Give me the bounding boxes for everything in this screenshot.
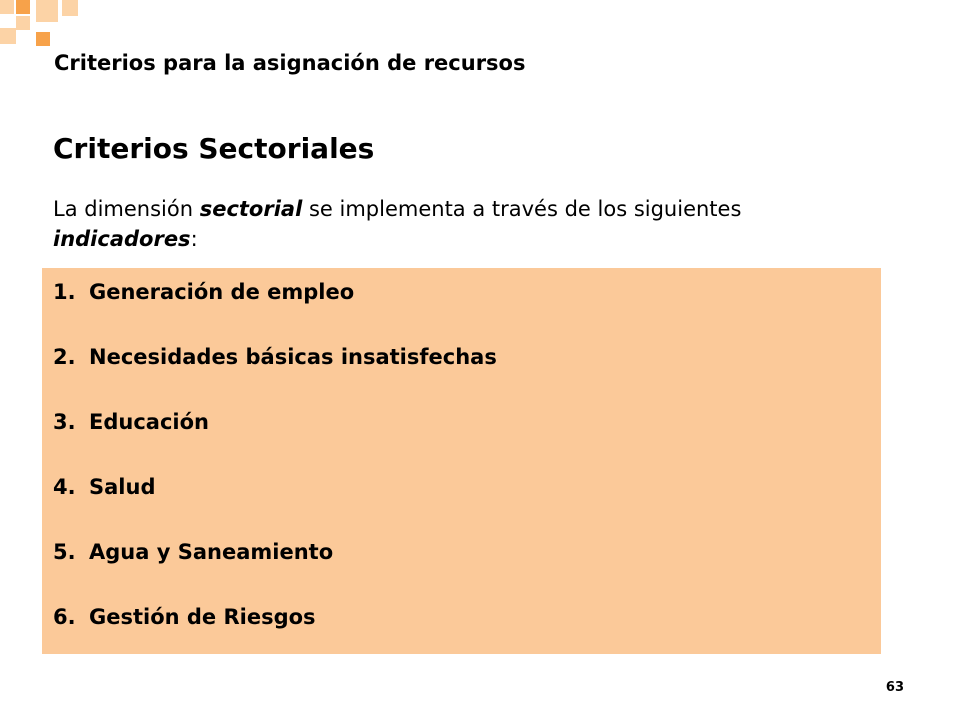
indicator-number: 4. <box>53 475 76 499</box>
indicator-number: 6. <box>53 605 76 629</box>
indicator-label: Gestión de Riesgos <box>89 605 316 629</box>
indicator-label: Salud <box>89 475 156 499</box>
decorative-square <box>16 0 30 14</box>
decorative-square <box>36 32 50 46</box>
indicator-number: 3. <box>53 410 76 434</box>
indicators-list <box>53 277 497 667</box>
indicator-label: Educación <box>89 410 209 434</box>
indicator-number: 2. <box>53 345 76 369</box>
decorative-square <box>0 28 16 44</box>
page-number: 63 <box>885 680 904 695</box>
intro-emphasis: indicadores <box>53 227 191 251</box>
section-title: Criterios Sectoriales <box>53 132 375 165</box>
decorative-square <box>36 0 58 22</box>
indicator-label: Necesidades básicas insatisfechas <box>89 345 497 369</box>
indicator-number: 5. <box>53 540 76 564</box>
slide-header-title: Criterios para la asignación de recursos <box>54 51 526 75</box>
indicator-label: Agua y Saneamiento <box>89 540 334 564</box>
indicator-item <box>53 342 497 407</box>
indicator-item <box>53 277 497 342</box>
decorative-square <box>62 0 78 16</box>
indicator-item <box>53 472 497 537</box>
indicators-box <box>42 268 881 654</box>
indicator-item <box>53 537 497 602</box>
intro-text: La dimensión <box>53 197 200 221</box>
indicator-label: Generación de empleo <box>89 280 355 304</box>
intro-emphasis: sectorial <box>199 197 303 221</box>
intro-paragraph <box>53 194 853 254</box>
indicator-item <box>53 407 497 472</box>
intro-text: se implementa a través de los siguientes <box>302 197 742 221</box>
decorative-square <box>16 16 30 30</box>
indicator-number: 1. <box>53 280 76 304</box>
indicator-item <box>53 602 497 667</box>
intro-text: : <box>190 227 198 251</box>
decorative-square <box>0 0 14 14</box>
